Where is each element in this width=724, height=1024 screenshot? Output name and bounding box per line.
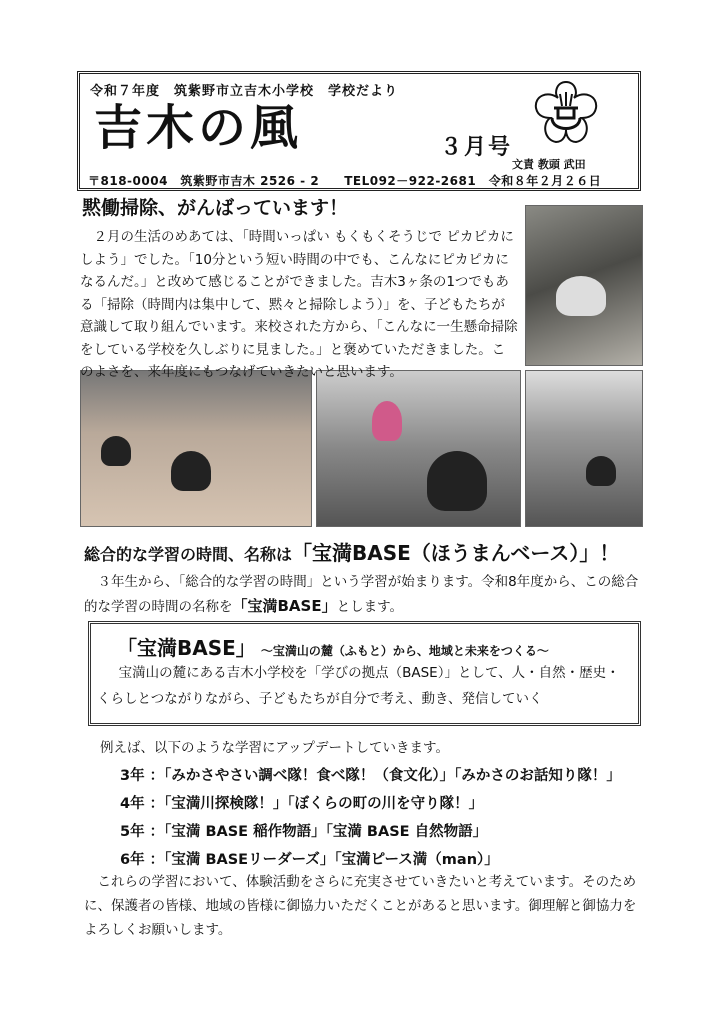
cleaning-paragraph: ２月の生活のめあては、「時間いっぱい もくもくそうじで ピカピカにしよう」でした。「10分という短い時間の中でも、こんなにピカピカになるんだ。」と改めて感じることができました。吉木3ヶ条の1つでもある「掃除（時間内は集中して、黙々と掃除しよう）」を、子どもたちが意識して取り組んでいます。来校された方から、「こんなに一生懸命掃除をしている学校を久しぶりに見ました。」と褒めていただきました。このよさを、来年度にもつなげていきたいと思います。: [80, 229, 518, 380]
closing-paragraph: これらの学習において、体験活動をさらに充実させていきたいと考えています。そのために、保護者の皆様、地域の皆様に御協力いただくことがあると思います。御理解と御協力をよろしくお願いします。: [84, 874, 637, 938]
grade-item: 3年 ：「みかさやさい調べ隊！食べ隊！（食文化）」「みかさのお話知り隊！」: [120, 768, 621, 784]
grade-item: 6年 ：「宝満 BASEリーダーズ」「宝満ピース満（man）」: [120, 852, 499, 868]
photo-classroom-cleaning: [80, 370, 312, 527]
grade-item: 4年 ：「宝満川探検隊！」「ぼくらの町の川を守り隊！」: [120, 796, 484, 812]
box-subtitle: ～宝満山の麓（ふもと）から、地域と未来をつくる～: [260, 644, 549, 658]
masthead: [77, 71, 641, 191]
author: 文責 教頭 武田: [512, 158, 586, 171]
grade-item: 5年 ：「宝満 BASE 稲作物語」「宝満 BASE 自然物語」: [120, 824, 488, 840]
sogo-paragraph: ３年生から、「総合的な学習の時間」という学習が始まります。令和8年度から、この総合的な学習の時間の名称を「宝満BASE」とします。: [84, 574, 639, 615]
section-heading-sogo: 総合的な学習の時間、名称は「宝満BASE（ほうまんベース）」！: [84, 541, 620, 565]
address-line: 〒818-0004 筑紫野市吉木 2526 - 2 TEL092－922-2681 令和８年２月２６日: [88, 174, 602, 188]
school-line: 令和７年度 筑紫野市立吉木小学校 学校だより: [90, 84, 399, 99]
homan-base-box: [88, 621, 641, 726]
box-title: 「宝満BASE」: [117, 636, 256, 660]
school-emblem-icon: [528, 78, 604, 148]
newsletter-title: 吉木の風: [94, 100, 303, 156]
issue-label: ３月号: [440, 135, 513, 160]
box-body: 宝満山の麓にある吉木小学校を「学びの拠点（BASE）」として、人・自然・歴史・くらしとつながりながら、子どもたちが自分で考え、動き、発信していく: [97, 665, 620, 707]
examples-intro: 例えば、以下のような学習にアップデートしていきます。: [100, 740, 449, 756]
photo-hallway-cleaning: [525, 370, 643, 527]
section-heading-cleaning: 黙働掃除、がんばっています！: [82, 197, 349, 219]
photo-student-wiping-floor: [525, 205, 643, 366]
photo-sink-cleaning: [316, 370, 521, 527]
